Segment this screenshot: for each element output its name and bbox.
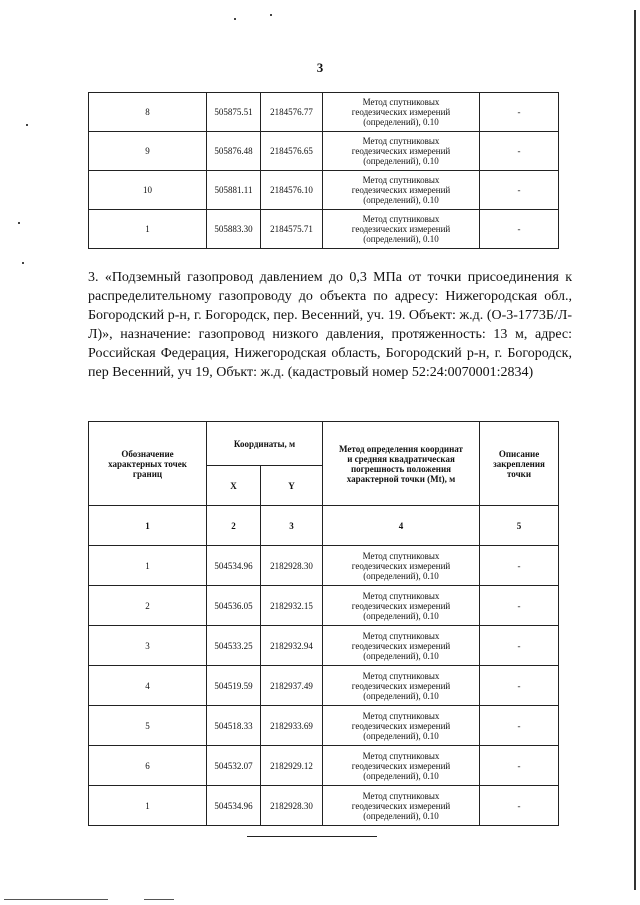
table-row — [89, 210, 559, 249]
point-id: 9 — [89, 132, 207, 171]
coordinate-y: 2182937.49 — [261, 666, 323, 706]
point-id: 2 — [89, 586, 207, 626]
page-number: 3 — [316, 60, 324, 75]
top-coordinates-table — [88, 92, 559, 249]
method-cell: Метод спутниковых геодезических измерений (определений), 0.10 — [323, 171, 480, 210]
point-id: 8 — [89, 93, 207, 132]
table-row — [89, 132, 559, 171]
point-id: 6 — [89, 746, 207, 786]
footer-rule — [144, 899, 174, 900]
point-description: - — [480, 666, 559, 706]
main-coordinates-table — [88, 421, 559, 826]
point-description: - — [480, 706, 559, 746]
table-row — [89, 626, 559, 666]
coordinate-x: 505875.51 — [207, 93, 261, 132]
point-id: 3 — [89, 626, 207, 666]
coordinate-x: 504518.33 — [207, 706, 261, 746]
header-x: X — [207, 466, 261, 506]
column-number: 1 — [89, 506, 207, 546]
table-row — [89, 666, 559, 706]
coordinate-x: 504534.96 — [207, 786, 261, 826]
coordinate-y: 2182928.30 — [261, 786, 323, 826]
column-number: 3 — [261, 506, 323, 546]
method-cell: Метод спутниковых геодезических измерений (определений), 0.10 — [323, 586, 480, 626]
coordinate-y: 2182932.15 — [261, 586, 323, 626]
coordinate-x: 505876.48 — [207, 132, 261, 171]
scan-speck — [18, 222, 20, 224]
coordinate-x: 505883.30 — [207, 210, 261, 249]
coordinate-y: 2182929.12 — [261, 746, 323, 786]
method-cell: Метод спутниковых геодезических измерений (определений), 0.10 — [323, 210, 480, 249]
method-cell: Метод спутниковых геодезических измерений (определений), 0.10 — [323, 626, 480, 666]
coordinate-y: 2182932.94 — [261, 626, 323, 666]
point-description: - — [480, 586, 559, 626]
table-row — [89, 93, 559, 132]
point-id: 1 — [89, 786, 207, 826]
column-number: 4 — [323, 506, 480, 546]
coordinate-y: 2184576.10 — [261, 171, 323, 210]
coordinate-x: 504532.07 — [207, 746, 261, 786]
table-row — [89, 546, 559, 586]
method-cell: Метод спутниковых геодезических измерений (определений), 0.10 — [323, 786, 480, 826]
footer-rule — [4, 899, 108, 900]
point-id: 1 — [89, 546, 207, 586]
column-number: 5 — [480, 506, 559, 546]
header-point-designation: Обозначение характерных точек границ — [89, 422, 207, 506]
table-row — [89, 746, 559, 786]
coordinate-y: 2182928.30 — [261, 546, 323, 586]
header-y: Y — [261, 466, 323, 506]
table-row — [89, 786, 559, 826]
table-row — [89, 586, 559, 626]
column-number: 2 — [207, 506, 261, 546]
coordinate-y: 2182933.69 — [261, 706, 323, 746]
scan-speck — [234, 18, 236, 20]
scan-speck — [26, 124, 28, 126]
header-method: Метод определения координат и средняя квадратическая погрешность положения характерной точки (Mt), м — [323, 422, 480, 506]
coordinate-y: 2184576.65 — [261, 132, 323, 171]
object-description-paragraph: 3. «Подземный газопровод давлением до 0,3 МПа от точки присоединения к распределительному газопроводу до объекта по адресу: Нижегородская обл., Богородский р-н, г. Богородск, пер. Весенний, уч. 19. Объект: ж.д. (О-3-1773Б/Л-Л)», назначение: газопровод низкого давления, протяженность: 13 м, адрес: Российская Федерация, Нижегородская область, Богородский р-н, г. Богородск, пер Весенний, уч 19, Объкт: ж.д. (кадастровый номер 52:24:0070001:2834) — [88, 270, 572, 380]
page-edge-shadow — [634, 10, 636, 890]
header-description: Описание закрепления точки — [480, 422, 559, 506]
table-row — [89, 706, 559, 746]
point-description: - — [480, 786, 559, 826]
point-description: - — [480, 93, 559, 132]
scan-speck — [270, 14, 272, 16]
method-cell: Метод спутниковых геодезических измерений (определений), 0.10 — [323, 132, 480, 171]
coordinate-x: 504536.05 — [207, 586, 261, 626]
header-coordinates: Координаты, м — [207, 422, 323, 466]
coordinate-y: 2184576.77 — [261, 93, 323, 132]
coordinate-x: 504533.25 — [207, 626, 261, 666]
point-id: 5 — [89, 706, 207, 746]
point-id: 1 — [89, 210, 207, 249]
scan-speck — [22, 262, 24, 264]
closing-underline — [247, 836, 377, 837]
method-cell: Метод спутниковых геодезических измерений (определений), 0.10 — [323, 666, 480, 706]
point-description: - — [480, 132, 559, 171]
coordinate-y: 2184575.71 — [261, 210, 323, 249]
coordinate-x: 505881.11 — [207, 171, 261, 210]
table-row — [89, 171, 559, 210]
method-cell: Метод спутниковых геодезических измерений (определений), 0.10 — [323, 706, 480, 746]
point-description: - — [480, 746, 559, 786]
coordinate-x: 504519.59 — [207, 666, 261, 706]
method-cell: Метод спутниковых геодезических измерений (определений), 0.10 — [323, 746, 480, 786]
point-description: - — [480, 626, 559, 666]
method-cell: Метод спутниковых геодезических измерений (определений), 0.10 — [323, 93, 480, 132]
coordinate-x: 504534.96 — [207, 546, 261, 586]
point-description: - — [480, 210, 559, 249]
point-description: - — [480, 171, 559, 210]
point-id: 4 — [89, 666, 207, 706]
point-description: - — [480, 546, 559, 586]
point-id: 10 — [89, 171, 207, 210]
method-cell: Метод спутниковых геодезических измерений (определений), 0.10 — [323, 546, 480, 586]
